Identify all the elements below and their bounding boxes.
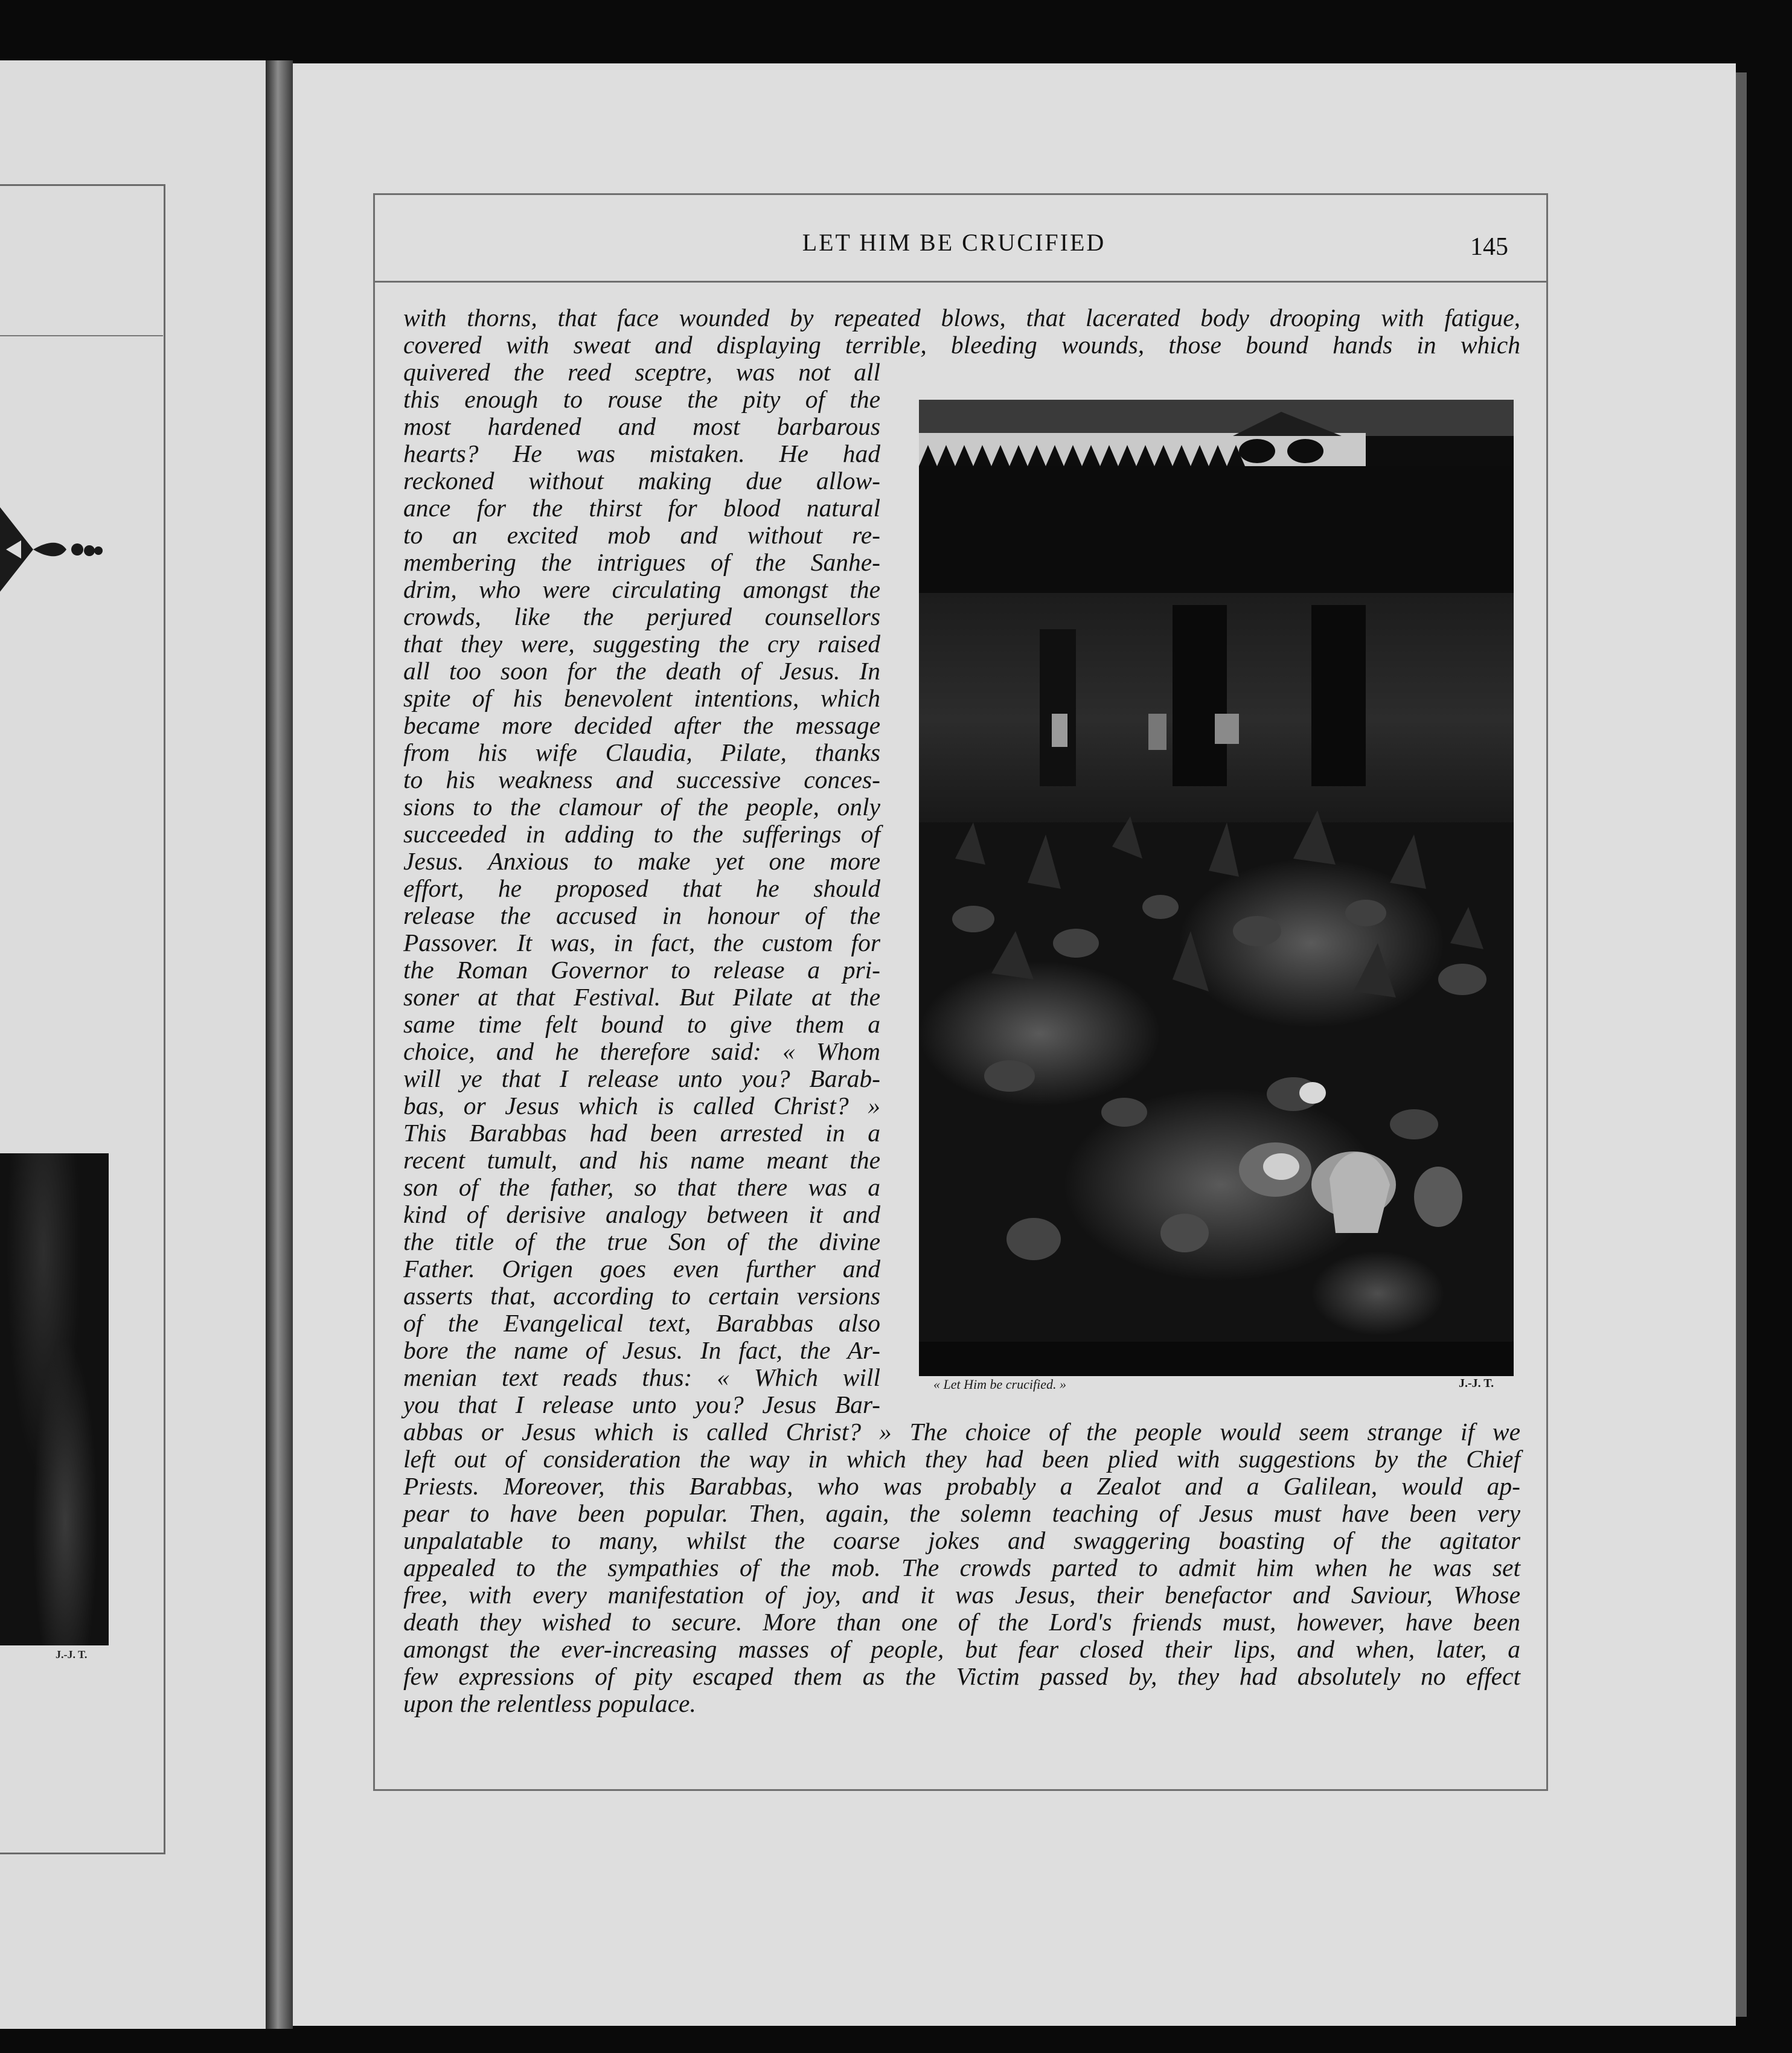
- body-line: reckoned without making due allow-: [403, 467, 880, 495]
- body-line: became more decided after the message: [403, 711, 880, 739]
- body-line: left out of consideration the way in which they had been plied with suggestions by the Chief: [403, 1445, 1520, 1473]
- body-line: bore the name of Jesus. In fact, the Ar-: [403, 1336, 880, 1364]
- body-line: with thorns, that face wounded by repeated blows, that lacerated body drooping with fatigue,: [403, 304, 1520, 331]
- body-line: covered with sweat and displaying terrible, bleeding wounds, those bound hands in which: [403, 331, 1520, 359]
- body-line: abbas or Jesus which is called Christ? » The choice of the people would seem strange if we: [403, 1418, 1520, 1446]
- plate-caption: « Let Him be crucified. »: [933, 1377, 1066, 1392]
- body-line: asserts that, according to certain versions: [403, 1282, 880, 1310]
- body-line: free, with every manifestation of joy, and it was Jesus, their benefactor and Saviour, Whose: [403, 1581, 1520, 1609]
- body-line: hearts? He was mistaken. He had: [403, 440, 880, 467]
- plate-illustration: [919, 400, 1514, 1376]
- ornament-icon: [0, 483, 103, 616]
- body-line: drim, who were circulating amongst the: [403, 575, 880, 603]
- body-line: kind of derisive analogy between it and: [403, 1200, 880, 1228]
- body-line: membering the intrigues of the Sanhe-: [403, 548, 880, 576]
- body-line: most hardened and most barbarous: [403, 412, 880, 440]
- page-edge: [1736, 72, 1747, 2017]
- body-line: menian text reads thus: « Which will: [403, 1363, 880, 1391]
- body-line: spite of his benevolent intentions, which: [403, 684, 880, 712]
- body-line: recent tumult, and his name meant the: [403, 1146, 880, 1174]
- body-line: choice, and he therefore said: « Whom: [403, 1037, 880, 1065]
- body-line: death they wished to secure. More than one of the Lord's friends must, however, have been: [403, 1608, 1520, 1636]
- body-line: effort, he proposed that he should: [403, 874, 880, 902]
- running-head: LET HIM BE CRUCIFIED: [802, 229, 1106, 256]
- left-photo-credit: J.-J. T.: [56, 1648, 88, 1661]
- body-line: release the accused in honour of the: [403, 902, 880, 929]
- page-number: 145: [1470, 233, 1508, 261]
- body-line: you that I release unto you? Jesus Bar-: [403, 1391, 880, 1418]
- body-line: few expressions of pity escaped them as the Victim passed by, they had absolutely no effect: [403, 1662, 1520, 1690]
- body-line: appealed to the sympathies of the mob. The crowds parted to admit him when he was set: [403, 1554, 1520, 1581]
- body-line: the title of the true Son of the divine: [403, 1228, 880, 1255]
- left-page: [0, 60, 266, 2029]
- body-line: this enough to rouse the pity of the: [403, 385, 880, 413]
- body-line: from his wife Claudia, Pilate, thanks: [403, 738, 880, 766]
- header-rule: [373, 281, 1546, 283]
- body-line: unpalatable to many, whilst the coarse jokes and swaggering boasting of the agitator: [403, 1526, 1520, 1554]
- body-line: This Barabbas had been arrested in a: [403, 1119, 880, 1147]
- body-line: all too soon for the death of Jesus. In: [403, 657, 880, 685]
- book-spine: [266, 60, 293, 2029]
- body-line: amongst the ever-increasing masses of people, but fear closed their lips, and when, later, a: [403, 1635, 1520, 1663]
- body-line: bas, or Jesus which is called Christ? »: [403, 1092, 880, 1119]
- body-line: that they were, suggesting the cry raised: [403, 630, 880, 658]
- body-line: quivered the reed sceptre, was not all: [403, 358, 880, 386]
- plate-credit: J.-J. T.: [1459, 1377, 1494, 1390]
- body-line: son of the father, so that there was a: [403, 1173, 880, 1201]
- body-line: Jesus. Anxious to make yet one more: [403, 847, 880, 875]
- body-line: the Roman Governor to release a pri-: [403, 956, 880, 984]
- left-page-photo: [0, 1153, 109, 1645]
- body-line: will ye that I release unto you? Barab-: [403, 1065, 880, 1092]
- body-line: to his weakness and successive conces-: [403, 766, 880, 793]
- body-line: to an excited mob and without re-: [403, 521, 880, 549]
- body-line: succeeded in adding to the sufferings of: [403, 820, 880, 848]
- left-page-header-rule: [0, 335, 163, 336]
- body-line: soner at that Festival. But Pilate at the: [403, 983, 880, 1011]
- body-line: same time felt bound to give them a: [403, 1010, 880, 1038]
- body-line: upon the relentless populace.: [403, 1689, 696, 1717]
- body-line: sions to the clamour of the people, only: [403, 793, 880, 821]
- body-line: pear to have been popular. Then, again, the solemn teaching of Jesus must have been very: [403, 1499, 1520, 1527]
- body-line: Priests. Moreover, this Barabbas, who was probably a Zealot and a Galilean, would ap-: [403, 1472, 1520, 1500]
- body-line: of the Evangelical text, Barabbas also: [403, 1309, 880, 1337]
- crowd-scene-image: [919, 400, 1514, 1376]
- body-line: Passover. It was, in fact, the custom for: [403, 929, 880, 956]
- body-line: crowds, like the perjured counsellors: [403, 603, 880, 630]
- body-line: Father. Origen goes even further and: [403, 1255, 880, 1283]
- body-line: ance for the thirst for blood natural: [403, 494, 880, 522]
